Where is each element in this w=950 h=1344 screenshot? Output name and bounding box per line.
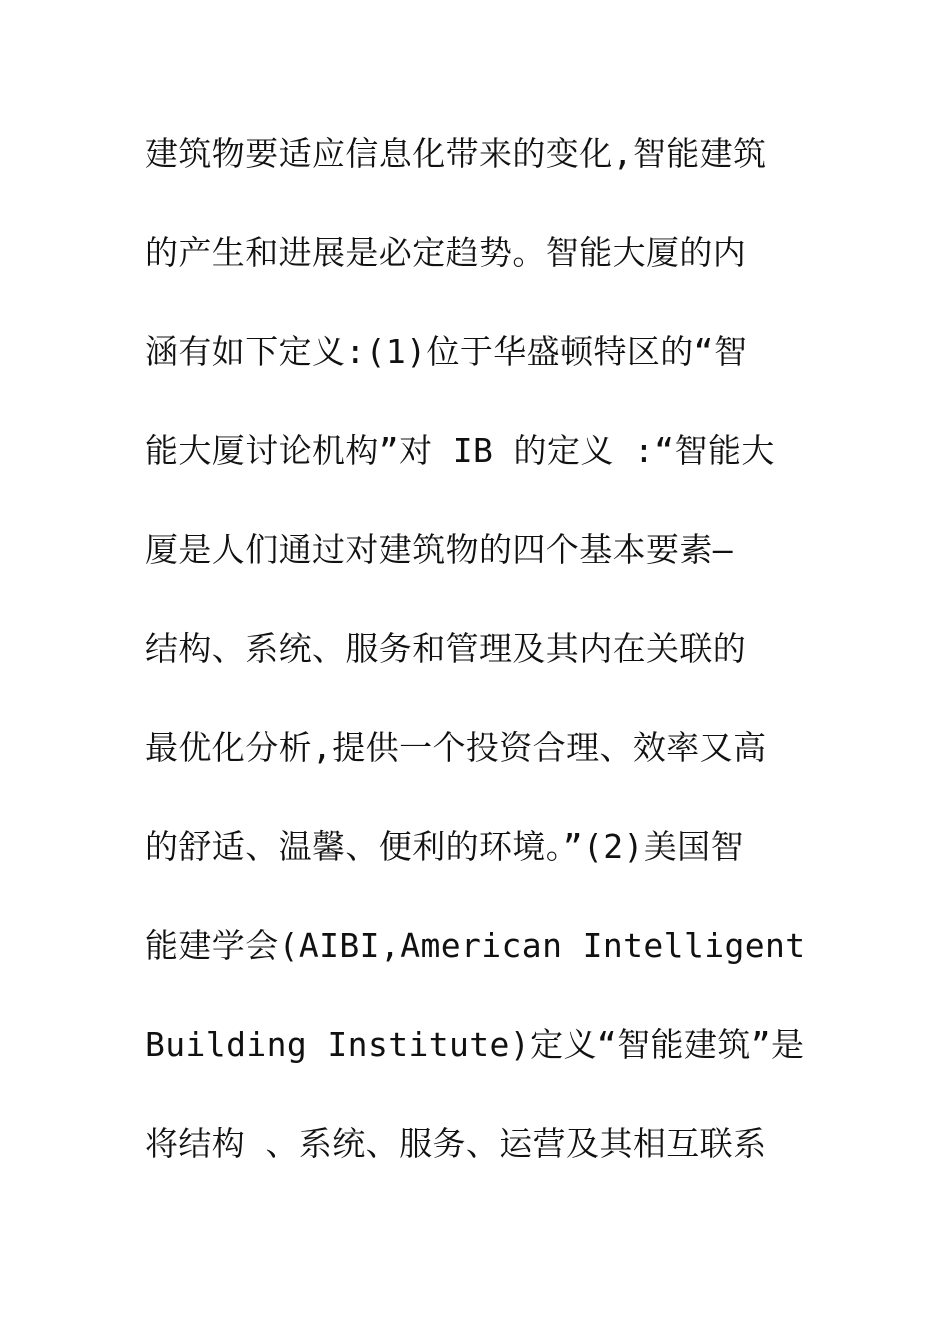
text-line: 的舒适、温馨、便利的环境。”(2)美国智 — [145, 827, 744, 866]
text-line: 建筑物要适应信息化带来的变化,智能建筑 — [145, 134, 767, 173]
body-text — [145, 128, 805, 1217]
text-line: 能建学会(AIBI,American Intelligent — [145, 926, 806, 965]
text-line: 涵有如下定义:(1)位于华盛顿特区的“智 — [145, 332, 748, 371]
text-line: 将结构 、系统、服务、运营及其相互联系 — [145, 1124, 767, 1163]
text-line: 能大厦讨论机构”对 IB 的定义 :“智能大 — [145, 431, 775, 470]
text-line: 结构、系统、服务和管理及其内在关联的 — [145, 629, 747, 668]
text-line: 最优化分析,提供一个投资合理、效率又高 — [145, 728, 767, 767]
text-line: Building Institute)定义“智能建筑”是 — [145, 1025, 805, 1064]
text-line: 厦是人们通过对建筑物的四个基本要素— — [145, 530, 734, 569]
text-line: 的产生和进展是必定趋势。智能大厦的内 — [145, 233, 747, 272]
